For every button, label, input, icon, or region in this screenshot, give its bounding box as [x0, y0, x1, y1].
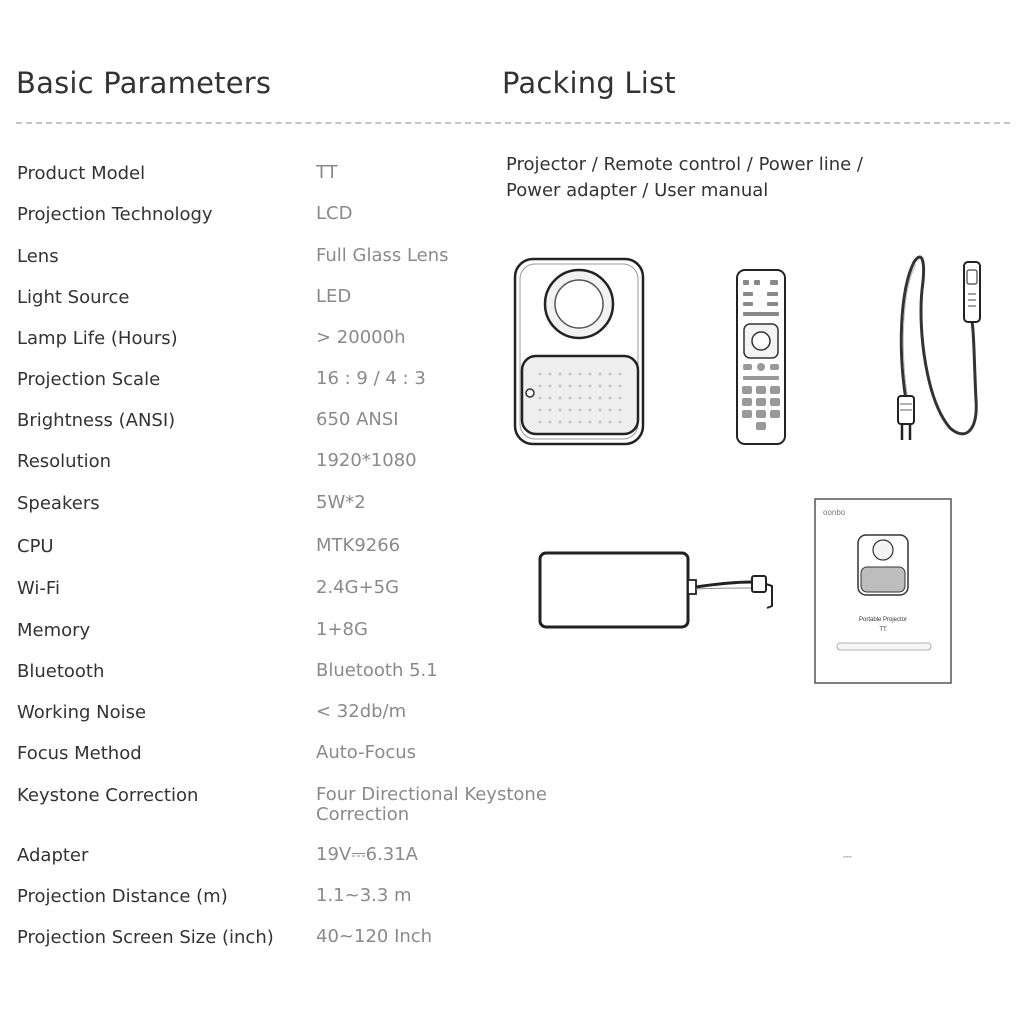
param-label-product-model: Product Model	[17, 163, 146, 184]
param-label-bluetooth: Bluetooth	[17, 661, 105, 682]
remote-control-illustration	[734, 268, 788, 446]
param-value-memory: 1+8G	[316, 619, 368, 640]
param-label-speakers: Speakers	[17, 493, 100, 514]
packing-list-title: Packing List	[502, 66, 676, 100]
param-value-product-model: TT	[316, 162, 338, 183]
param-label-lamp-life: Lamp Life (Hours)	[17, 328, 178, 349]
basic-parameters-title: Basic Parameters	[16, 66, 272, 100]
param-label-keystone-correction: Keystone Correction	[17, 785, 199, 806]
param-label-cpu: CPU	[17, 536, 54, 557]
packing-list-line-2: Power adapter / User manual	[506, 180, 769, 201]
manual-brand-text: oonbo	[823, 508, 846, 517]
param-label-lens: Lens	[17, 246, 59, 267]
projector-illustration	[510, 256, 650, 448]
param-label-working-noise: Working Noise	[17, 702, 147, 723]
param-value-resolution: 1920*1080	[316, 450, 417, 471]
param-value-keystone-correction: Four Directional Keystone Correction	[316, 784, 547, 825]
param-label-resolution: Resolution	[17, 451, 112, 472]
param-label-projection-distance: Projection Distance (m)	[17, 886, 228, 907]
param-label-wifi: Wi-Fi	[17, 578, 60, 599]
param-value-cpu: MTK9266	[316, 535, 401, 556]
param-label-memory: Memory	[17, 620, 91, 641]
param-value-focus-method: Auto-Focus	[316, 742, 417, 763]
param-value-adapter: 19V⎓6.31A	[316, 844, 418, 865]
param-value-light-source: LED	[316, 286, 352, 307]
param-value-projection-technology: LCD	[316, 203, 353, 224]
param-label-light-source: Light Source	[17, 287, 130, 308]
user-manual-illustration	[813, 497, 953, 685]
param-value-brightness: 650 ANSI	[316, 409, 399, 430]
param-label-adapter: Adapter	[17, 845, 89, 866]
manual-model-text: TT	[879, 627, 887, 633]
power-line-illustration	[890, 250, 990, 446]
param-value-wifi: 2.4G+5G	[316, 577, 400, 598]
param-label-projection-scale: Projection Scale	[17, 369, 161, 390]
param-value-speakers: 5W*2	[316, 492, 366, 513]
param-label-projection-screen-size: Projection Screen Size (inch)	[17, 927, 274, 948]
stray-dc-symbol: ⎓	[843, 850, 852, 863]
power-adapter-illustration	[536, 548, 780, 632]
dashed-divider	[16, 122, 1010, 124]
param-label-projection-technology: Projection Technology	[17, 204, 213, 225]
manual-title-text: Portable Projector	[858, 617, 908, 623]
param-value-projection-distance: 1.1~3.3 m	[316, 885, 412, 906]
packing-list-items	[506, 152, 906, 204]
param-value-projection-scale: 16 : 9 / 4 : 3	[316, 368, 426, 389]
param-label-focus-method: Focus Method	[17, 743, 142, 764]
param-value-working-noise: < 32db/m	[316, 701, 407, 722]
param-value-lamp-life: > 20000h	[316, 327, 406, 348]
packing-list-line-1: Projector / Remote control / Power line /	[506, 154, 863, 175]
param-value-projection-screen-size: 40~120 Inch	[316, 926, 433, 947]
param-value-bluetooth: Bluetooth 5.1	[316, 660, 438, 681]
param-value-lens: Full Glass Lens	[316, 245, 449, 266]
param-label-brightness: Brightness (ANSI)	[17, 410, 176, 431]
